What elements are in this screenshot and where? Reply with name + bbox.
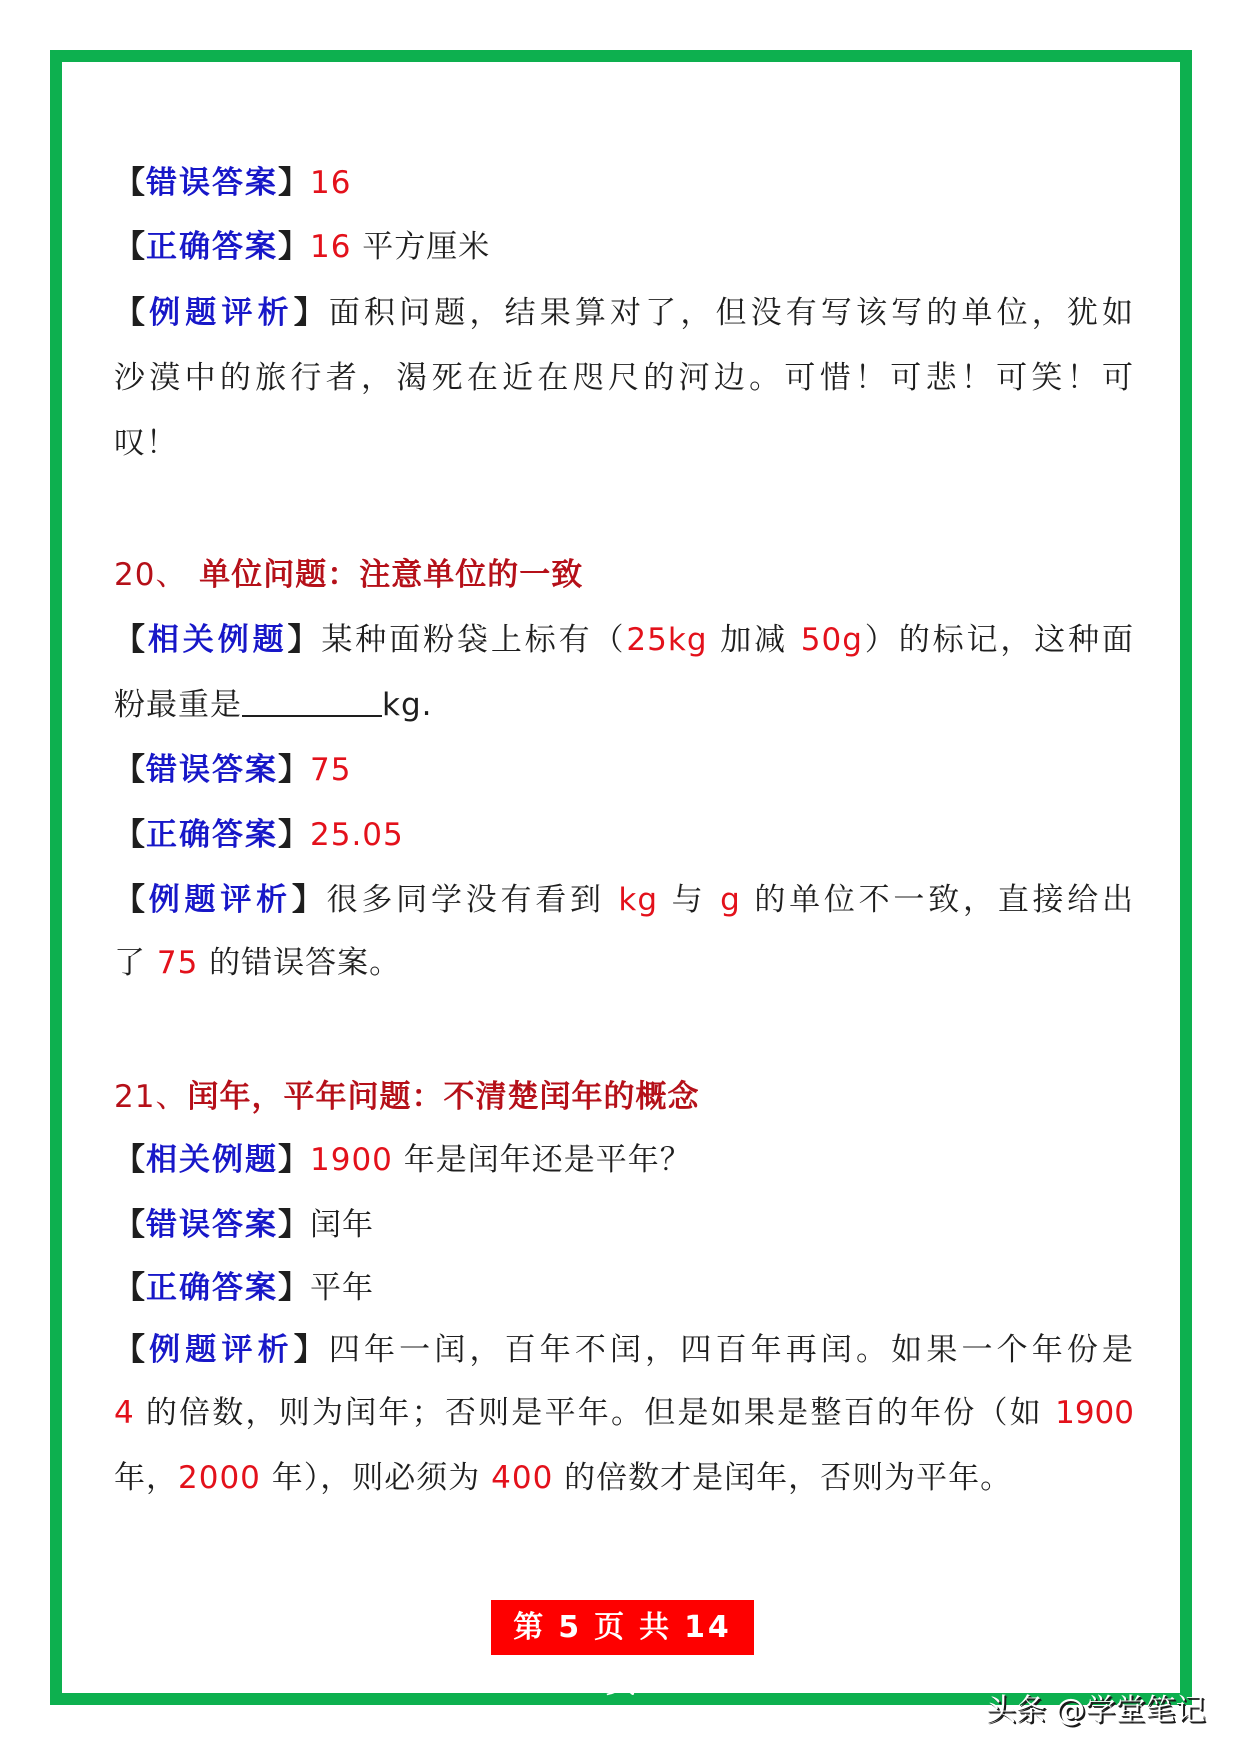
analysis-row — [114, 290, 1134, 336]
bracket-close: 】 — [278, 817, 310, 853]
example-label: 相关例题 — [147, 622, 288, 658]
highlight-value: g — [720, 882, 741, 918]
wrong-answer-row — [114, 747, 1134, 793]
wrong-answer-value: 16 — [310, 165, 352, 201]
correct-answer-value: 25.05 — [310, 817, 404, 853]
example-text: 粉最重是 — [114, 687, 242, 723]
correct-answer-label: 正确答案 — [146, 1270, 278, 1306]
correct-answer-value: 平年 — [310, 1270, 374, 1306]
bracket-open: 【 — [114, 1332, 150, 1368]
analysis-text-line — [114, 1390, 1134, 1436]
bracket-open: 【 — [114, 752, 146, 788]
bracket-open: 【 — [114, 165, 146, 201]
bracket-close: 】 — [278, 1270, 310, 1306]
bracket-close: 】 — [293, 1332, 329, 1368]
analysis-label: 例题评析 — [149, 295, 294, 331]
page-word: 页 — [606, 1665, 639, 1700]
analysis-text: 年），则必须为 — [260, 1460, 492, 1496]
correct-answer-unit: 平方厘米 — [351, 229, 491, 265]
wrong-answer-row — [114, 1202, 1134, 1248]
heading-text: 闰年，平年问题：不清楚闰年的概念 — [187, 1079, 700, 1115]
wrong-answer-label: 错误答案 — [146, 1207, 278, 1243]
highlight-value: 4 — [114, 1395, 134, 1431]
unit-text: kg. — [382, 687, 433, 723]
bracket-open: 【 — [114, 817, 146, 853]
analysis-text-line — [114, 940, 1134, 986]
correct-answer-row — [114, 224, 1134, 270]
analysis-text: 叹！ — [114, 425, 178, 461]
analysis-text: 四年一闰，百年不闰，四百年再闰。如果一个年份是 — [328, 1332, 1135, 1368]
page-word: 页 — [594, 1610, 628, 1645]
bracket-close: 】 — [291, 882, 327, 918]
bracket-close: 】 — [287, 622, 322, 658]
analysis-text: 与 — [658, 882, 721, 918]
analysis-text: 面积问题，结果算对了，但没有写该写的单位，犹如 — [328, 295, 1135, 331]
correct-answer-value: 16 — [310, 229, 352, 265]
answer-blank — [242, 685, 382, 717]
example-label: 相关例题 — [146, 1142, 278, 1178]
bracket-close: 】 — [278, 229, 310, 265]
bracket-close: 】 — [293, 295, 329, 331]
highlight-value: kg — [618, 882, 659, 918]
analysis-label: 例题评析 — [148, 882, 292, 918]
bracket-close: 】 — [278, 1207, 310, 1243]
page-word: 第 — [513, 1610, 547, 1645]
analysis-text: 了 — [114, 945, 157, 981]
bracket-open: 【 — [114, 1270, 146, 1306]
analysis-row — [114, 877, 1134, 923]
example-row — [114, 617, 1134, 663]
analysis-label: 例题评析 — [149, 1332, 294, 1368]
analysis-row — [114, 1327, 1134, 1373]
highlight-value: 400 — [491, 1460, 554, 1496]
analysis-text: 沙漠中的旅行者，渴死在近在咫尺的河边。可惜！可悲！可笑！可 — [114, 360, 1134, 396]
analysis-text: 的倍数，则为闰年；否则是平年。但是如果是整百的年份（如 — [133, 1395, 1056, 1431]
bracket-open: 【 — [114, 229, 146, 265]
highlight-value: 25kg — [626, 622, 708, 658]
wrong-answer-value: 75 — [310, 752, 352, 788]
section-heading-20 — [114, 552, 1134, 598]
highlight-value: 1900 — [1055, 1395, 1134, 1431]
analysis-text: 年， — [114, 1460, 178, 1496]
bracket-open: 【 — [114, 1142, 146, 1178]
bracket-open: 【 — [114, 882, 149, 918]
heading-text: 单位问题：注意单位的一致 — [199, 557, 584, 593]
analysis-text: 很多同学没有看到 — [326, 882, 619, 918]
highlight-value: 2000 — [178, 1460, 261, 1496]
wrong-answer-value: 闰年 — [310, 1207, 374, 1243]
example-text: 年是闰年还是平年？ — [392, 1142, 692, 1178]
bracket-close: 】 — [278, 752, 310, 788]
page-number-badge — [491, 1600, 754, 1700]
heading-number: 21、 — [114, 1079, 188, 1115]
correct-answer-label: 正确答案 — [146, 817, 278, 853]
example-text-line — [114, 682, 1134, 728]
bracket-open: 【 — [114, 622, 148, 658]
wrong-answer-row — [114, 160, 1134, 206]
wrong-answer-label: 错误答案 — [146, 752, 278, 788]
correct-answer-row — [114, 812, 1134, 858]
example-text: 某种面粉袋上标有（ — [321, 622, 627, 658]
current-page: 5 — [558, 1610, 583, 1645]
highlight-value: 50g — [800, 622, 863, 658]
wrong-answer-label: 错误答案 — [146, 165, 278, 201]
bracket-close: 】 — [278, 165, 310, 201]
bracket-open: 【 — [114, 295, 150, 331]
analysis-text-line — [114, 355, 1134, 401]
example-text: 加减 — [707, 622, 801, 658]
analysis-text: 的错误答案。 — [198, 945, 402, 981]
page-word: 共 — [639, 1610, 673, 1645]
heading-number: 20、 — [114, 557, 188, 593]
total-pages: 14 — [684, 1610, 732, 1645]
highlight-value: 75 — [156, 945, 199, 981]
correct-answer-row — [114, 1265, 1134, 1311]
bracket-close: 】 — [278, 1142, 310, 1178]
highlight-value: 1900 — [310, 1142, 393, 1178]
analysis-text-line — [114, 1455, 1134, 1501]
example-row — [114, 1137, 1134, 1183]
analysis-text: 的倍数才是闰年，否则为平年。 — [553, 1460, 1013, 1496]
analysis-text-line — [114, 420, 1134, 466]
section-heading-21 — [114, 1074, 1134, 1120]
correct-answer-label: 正确答案 — [146, 229, 278, 265]
analysis-text: 的单位不一致，直接给出 — [740, 882, 1135, 918]
watermark: 头条 @学堂笔记 — [986, 1693, 1206, 1728]
bracket-open: 【 — [114, 1207, 146, 1243]
example-text: ）的标记，这种面 — [862, 622, 1135, 658]
